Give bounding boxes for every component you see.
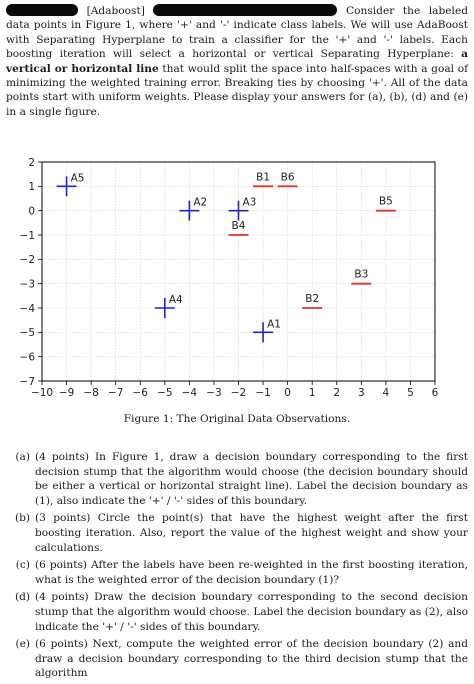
- question-item: [6, 450, 468, 508]
- question-item: [6, 637, 468, 681]
- question-item: [6, 590, 468, 634]
- x-tick-label: −7: [107, 387, 124, 399]
- y-tick-label: −7: [19, 375, 35, 388]
- question-label: (c): [15, 559, 30, 572]
- question-list: [6, 450, 468, 684]
- x-tick-label: −2: [230, 387, 247, 399]
- x-tick-label: 5: [407, 387, 414, 399]
- x-tick-label: −6: [132, 387, 148, 399]
- redaction-bar: [153, 4, 337, 16]
- y-tick-label: −6: [19, 351, 35, 364]
- x-tick-label: −8: [83, 387, 99, 399]
- question-text: (6 points) After the labels have been re-weighted in the first boosting iteration, what is the weighted error of the decision boundary (1)?: [35, 559, 468, 586]
- question-item: [6, 511, 468, 555]
- y-tick-label: −5: [19, 327, 35, 340]
- y-tick-label: 1: [28, 181, 35, 194]
- x-tick-label: −9: [58, 387, 75, 399]
- question-text: (4 points) In Figure 1, draw a decision boundary corresponding to the first decision stump that the algorithm would choose (the decision boundary should be either a vertical or horizontal straight line). Label the decision boundary as (1), also indicate the '+' / '-' sides of this boundary.: [35, 451, 468, 507]
- point-label: A2: [193, 196, 208, 209]
- y-tick-label: −1: [19, 229, 35, 242]
- point-label: A5: [70, 172, 85, 185]
- problem-tag: [Adaboost]: [86, 5, 145, 17]
- y-tick-label: −2: [19, 254, 35, 267]
- x-tick-label: −4: [181, 387, 198, 399]
- x-tick-label: −10: [30, 387, 54, 399]
- x-tick-label: 6: [431, 387, 439, 399]
- axis-ticks: [20, 157, 439, 399]
- x-tick-label: 0: [284, 387, 291, 399]
- y-tick-label: −3: [19, 278, 35, 291]
- figure-caption: Figure 1: The Original Data Observations.: [123, 413, 351, 425]
- data-observation-chart: [0, 135, 474, 410]
- intro-text: Consider the labeled data points in Figure 1, where '+' and '-' indicate class labels. We will use AdaBoost with Separating Hyperplane to train a classifier for the '+' and '-' labels. Each boosting iteration will select a horizontal or vertical Separating Hyperplane:: [6, 5, 468, 61]
- data-points: [57, 171, 396, 342]
- y-tick-label: −4: [19, 302, 35, 315]
- x-tick-label: −1: [255, 387, 271, 399]
- intro-bold-text: a vertical or horizontal line: [6, 48, 469, 75]
- point-label: A4: [168, 294, 183, 306]
- redaction-bar: [6, 4, 78, 16]
- x-tick-label: 2: [333, 387, 341, 399]
- point-label: A1: [267, 318, 281, 331]
- chart-grid: [42, 162, 435, 381]
- question-text: (6 points) Next, compute the weighted error of the decision boundary (2) and draw a decision boundary corresponding to the third decision stump that the algorithm: [35, 638, 468, 680]
- point-label: B2: [305, 293, 320, 305]
- point-label: B6: [280, 171, 295, 184]
- x-tick-label: −3: [206, 387, 222, 399]
- point-label: B1: [256, 171, 271, 184]
- question-label: (e): [15, 638, 30, 651]
- y-tick-label: 0: [28, 205, 35, 218]
- question-label: (b): [14, 512, 30, 525]
- x-tick-label: 4: [382, 387, 390, 399]
- y-tick-label: 2: [28, 156, 35, 169]
- question-text: (4 points) Draw the decision boundary corresponding to the second decision stump that the algorithm would choose. Label the decision boundary as (2), also indicate the '+' / '-' sides of this boundary.: [35, 591, 468, 633]
- question-item: [6, 558, 468, 587]
- x-tick-label: 1: [308, 387, 316, 399]
- point-label: A3: [242, 196, 257, 209]
- x-tick-label: −5: [157, 387, 173, 399]
- question-label: (d): [14, 591, 30, 604]
- point-label: B5: [378, 195, 393, 208]
- problem-intro: [6, 4, 468, 119]
- x-tick-label: 3: [357, 387, 365, 399]
- question-text: (3 points) Circle the point(s) that have the highest weight after the first boosting iteration. Also, report the value of the highest weight and show your calculations.: [35, 512, 468, 554]
- question-label: (a): [15, 451, 30, 463]
- point-label: B3: [354, 268, 369, 281]
- point-label: B4: [231, 220, 246, 232]
- intro-text-continued: that would split the space into half-spaces with a goal of minimizing the weighted training error. Breaking ties by choosing '+'. All of the data points start with uniform weights. Please display your answers for (a), (b), (d) and (e) in a single figure.: [6, 62, 468, 118]
